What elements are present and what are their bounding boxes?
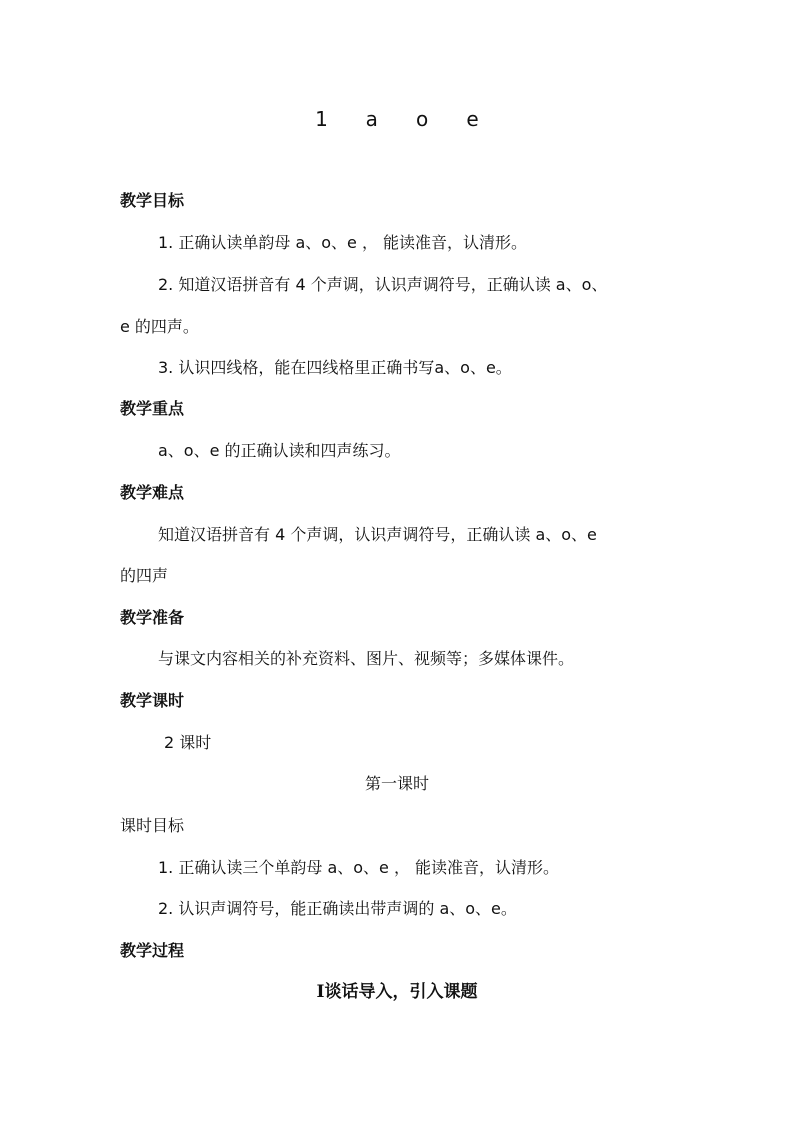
key-points-text: a、o、e 的正确认读和四声练习。 <box>158 441 401 460</box>
objective-item-2: 2. 知道汉语拼音有 4 个声调，认识声调符号，正确认读 a、o、 <box>158 275 608 294</box>
title-letter-o: o <box>416 107 429 131</box>
objective-item-1: 1. 正确认读单韵母 a、o、e ， 能读准音，认清形。 <box>158 233 528 252</box>
first-period-title: 第一课时 <box>364 774 429 793</box>
title-letter-e: e <box>466 107 479 131</box>
preparation-text: 与课文内容相关的补充资料、图片、视频等；多媒体课件。 <box>158 649 575 668</box>
period-goals-heading: 课时目标 <box>120 816 185 835</box>
process-heading: 教学过程 <box>120 941 185 960</box>
objectives-heading: 教学目标 <box>120 191 185 210</box>
difficulties-heading: 教学难点 <box>120 483 185 502</box>
title-letter-a: a <box>365 107 378 131</box>
key-points-heading: 教学重点 <box>120 399 185 418</box>
difficulties-text-cont: 的四声 <box>120 566 169 585</box>
lesson-title <box>0 106 794 132</box>
period-goal-1: 1. 正确认读三个单韵母 a、o、e ， 能读准音，认清形。 <box>158 858 560 877</box>
periods-heading: 教学课时 <box>120 691 185 710</box>
objective-item-2-cont: e 的四声。 <box>120 317 199 336</box>
objective-item-3: 3. 认识四线格，能在四线格里正确书写a、o、e。 <box>158 358 512 377</box>
process-section-1-title: Ⅰ谈话导入，引入课题 <box>316 982 478 1002</box>
period-goal-2: 2. 认识声调符号，能正确读出带声调的 a、o、e。 <box>158 899 517 918</box>
preparation-heading: 教学准备 <box>120 608 185 627</box>
difficulties-text: 知道汉语拼音有 4 个声调，认识声调符号，正确认读 a、o、e <box>158 525 597 544</box>
periods-text: 2 课时 <box>164 733 212 752</box>
title-number: 1 <box>315 107 328 131</box>
